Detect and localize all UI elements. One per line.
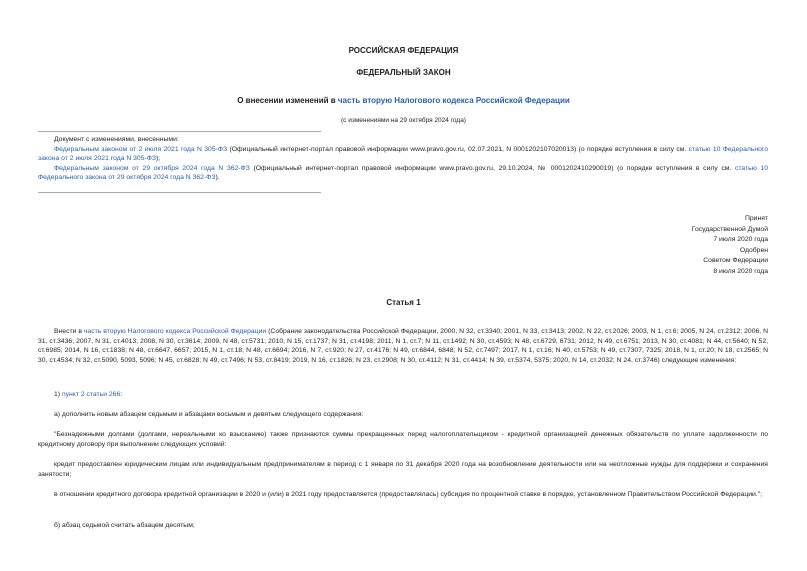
document-title — [0, 96, 807, 105]
change-article-10-305-link[interactable]: статью 10 Федерального закона от 2 июля 2021 года N 305-ФЗ — [38, 145, 768, 162]
title-prefix: О внесении изменений в — [237, 96, 338, 105]
p1-start: Внести в — [54, 328, 84, 335]
p2-end: : — [120, 391, 123, 398]
change-item-1-text: (Официальный интернет-портал правовой информации www.pravo.gov.ru, 02.07.2021, N 0001202107020013) (о порядке вступления в силу см. — [227, 145, 689, 153]
item-1-paragraph — [38, 390, 768, 400]
quoted-paragraph-1: "Безнадежными долгами (долгами, нереальными ко взысканию) также признаются суммы прекращенных перед налогоплательщиком - кредитной организацией денежных обязательств по уплате задолженности по кредитному договору при выполнении следующих условий: — [38, 431, 768, 448]
changes-block — [38, 135, 768, 183]
approved-date: 8 июля 2020 года — [713, 267, 768, 275]
subitem-a-paragraph: а) дополнить новым абзацем седьмым и абзацами восьмым и девятым следующего содержания: — [54, 411, 364, 418]
revision-note: (с изменениями на 29 октября 2024 года) — [341, 117, 466, 124]
article-heading: Статья 1 — [386, 298, 421, 307]
subitem-b-paragraph: б) абзац седьмой считать абзацем десятым; — [54, 522, 195, 529]
change-item-2 — [38, 164, 768, 183]
quoted-paragraph-3: в отношении кредитного договора кредитной организации в 2020 и (или) в 2021 году предоставляется (предоставлялась) субсидия по процентной ставке в порядке, установленном Правительством Российской Федерации."; — [54, 491, 762, 498]
article-intro-paragraph — [38, 327, 768, 365]
approved-by: Советом Федерации — [703, 257, 768, 264]
change-item-1-end: ); — [156, 155, 161, 162]
change-law-305-link[interactable]: Федеральным законом от 2 июля 2021 года N 305-ФЗ — [54, 145, 228, 153]
country-heading: РОССИЙСКАЯ ФЕДЕРАЦИЯ — [348, 46, 459, 55]
change-law-362-link[interactable]: Федеральным законом от 29 октября 2024 года N 362-ФЗ — [54, 164, 250, 172]
article-266-link[interactable]: пункт 2 статьи 266 — [61, 391, 121, 398]
change-item-2-text: (Официальный интернет-портал правовой информации www.pravo.gov.ru, 29.10.2024, № 0001202410290019) (о порядке вступления в силу см. — [249, 164, 735, 172]
adopted-by: Государственной Думой — [691, 225, 768, 233]
p2-prefix: 1) — [54, 391, 62, 398]
adopted-label: Принят — [744, 215, 768, 222]
tax-code-part2-link[interactable]: часть вторую Налогового кодекса Российской Федерации — [83, 328, 267, 335]
change-item-2-end: ). — [215, 174, 220, 181]
changes-intro: Документ с изменениями, внесенными: — [54, 136, 179, 143]
separator-top — [38, 131, 321, 132]
title-code-link[interactable]: часть вторую Налогового кодекса Российской Федерации — [337, 96, 570, 105]
separator-bottom — [38, 192, 321, 193]
change-item-1 — [38, 145, 768, 164]
quoted-paragraph-2: кредит предоставлен юридическим лицам или индивидуальным предпринимателям в период с 1 января по 31 декабря 2020 года на возобновление деятельности или на неотложные нужды для поддержки и сохранения занятости; — [38, 461, 768, 478]
approved-label: Одобрен — [739, 246, 768, 254]
p1-rest: (Собрание законодательства Российской Федерации, 2000, N 32, ст.3340; 2001, N 33, ст.3413; 2002, N 22, ст.2026; 2003, N 1, ст.6; 2005, N 24, ст.2312; 2006, N 31, ст.3436; 2007, N 31, ст.4013; 2008, N 30, ст.3614; 2009, N 48, ст.5731; 2010, N 15, ст.1737; N 31, ст.4198; 2011, N 1, ст.7; N 11, ст.1492; N 30, ст.4593; N 48, ст.6729, 6731; 2012, N 49, ст.6751; 2013, N 30, ст.4081; N 44, ст.5640; N 52, ст.6985; 2014, N 16, ст.1838; N 48, ст.6647, 6657; 2015, N 1, ст.18; N 48, ст.6694; 2016, N 7, ст.920; N 27, ст.4176; N 49, ст.6844, 6848; N 52, ст.7497; 2017, N 1, ст.16; N 40, ст.5753; N 49, ст.7307, 7325; 2018, N 1, ст.20; N 18, ст.2565; N 30, ст.4534; N 32, ст.5090, 5093, 5096; N 45, ст.6828; N 49, ст.7496; N 53, ст.8419; 2019, N 16, ст.1826; N 23, ст.2908; N 30, ст.4112; N 31, ст.4414; N 39, ст.5374, 5375; 2020, N 14, ст.2032; N 24, ст.3746) следующие изменения: — [38, 328, 769, 364]
law-type-heading: ФЕДЕРАЛЬНЫЙ ЗАКОН — [356, 68, 451, 77]
adoption-block — [600, 214, 768, 277]
change-article-10-362-link[interactable]: статью 10 Федерального закона от 29 октября 2024 года N 362-ФЗ — [38, 164, 769, 181]
adopted-date: 7 июля 2020 года — [713, 236, 768, 243]
